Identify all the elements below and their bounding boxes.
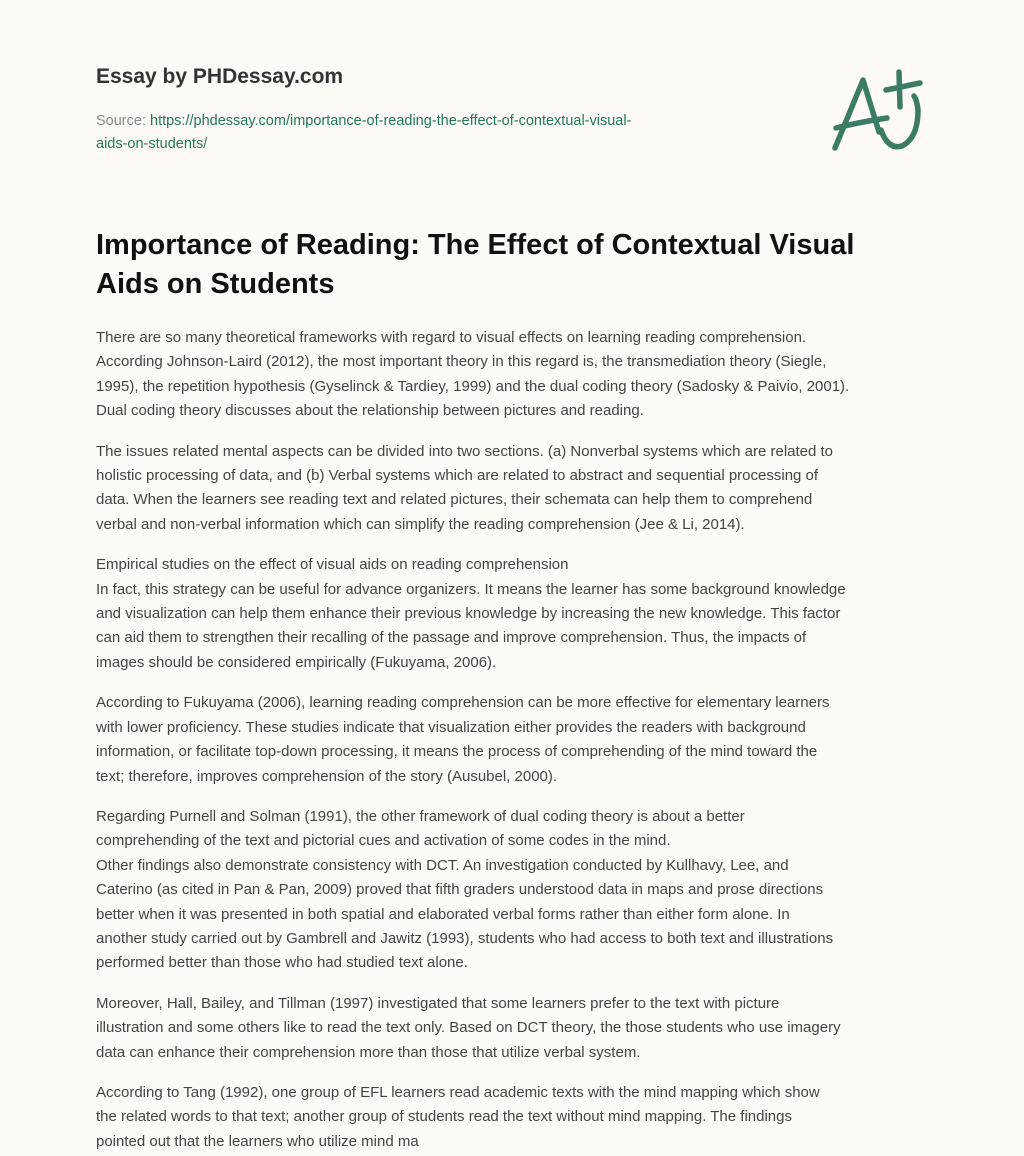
paragraph-line: Other findings also demonstrate consistency with DCT. An investigation conducted by Kullhavy, Lee, and [96,856,789,874]
paragraph-line: verbal and non-verbal information which can simplify the reading comprehension (Jee & Li, 2014). [96,515,745,533]
source-link-line: https://phdessay.com/importance-of-reading-the-effect-of-contextual-visual- [150,113,632,129]
title-line: Aids on Students [96,268,335,300]
paragraph [96,992,946,1065]
paragraph-line: Empirical studies on the effect of visual aids on reading comprehension [96,556,569,574]
paragraph-line: information, or facilitate top-down processing, it means the process of comprehending of the mind toward the [96,743,818,761]
source-link[interactable] [150,113,631,129]
paragraph [96,691,946,789]
paragraph-line: illustration and some others like to read the text only. Based on DCT theory, the those students who use imagery [96,1019,841,1037]
paragraph-line: Dual coding theory discusses about the relationship between pictures and reading. [96,402,644,420]
paragraph-line: Caterino (as cited in Pan & Pan, 2009) proved that fifth graders understood data in maps and prose directions [96,881,824,899]
paragraph [96,553,946,675]
article-title [96,226,946,304]
source-label: Source: [96,113,150,129]
source-line [96,110,816,156]
paragraph-line: According Johnson-Laird (2012), the most important theory in this regard is, the transmediation theory (Siegle, [96,353,827,371]
paragraph-line: holistic processing of data, and (b) Verbal systems which are related to abstract and sequential processing of [96,467,819,485]
paragraph-line: data can enhance their comprehension more than those that utilize verbal system. [96,1043,641,1061]
paragraph-line: 1995), the repetition hypothesis (Gyselinck & Tardiey, 1999) and the dual coding theory (Sadosky & Paivio, 2001). [96,377,850,395]
paragraph [96,326,946,424]
paragraph-line: Regarding Purnell and Solman (1991), the other framework of dual coding theory is about a better [96,807,745,825]
paragraph [96,805,946,976]
paragraph-line: The issues related mental aspects can be divided into two sections. (a) Nonverbal systems which are related to [96,442,834,460]
paragraph-line: pointed out that the learners who utilize mind ma [96,1132,419,1150]
source-first-line [96,110,816,133]
source-second-line [96,133,816,156]
paragraph-line: another study carried out by Gambrell and Jawitz (1993), students who had access to both text and illustrations [96,929,834,947]
paragraph-line: According to Tang (1992), one group of EFL learners read academic texts with the mind mapping which show [96,1083,820,1101]
paragraph-line: comprehending of the text and pictorial cues and activation of some codes in the mind. [96,832,671,850]
paragraph-line: can aid them to strengthen their recalling of the passage and improve comprehension. Thus, the impacts of [96,629,807,647]
paragraph-line: Moreover, Hall, Bailey, and Tillman (1997) investigated that some learners prefer to the text with picture [96,994,780,1012]
site-title: Essay by PHDessay.com [96,65,344,88]
a-plus-logo-icon [815,60,935,170]
paragraph-line: In fact, this strategy can be useful for advance organizers. It means the learner has some background knowledge [96,580,846,598]
paragraph-line: better when it was presented in both spatial and elaborated verbal forms rather than either form alone. In [96,905,790,923]
source-link-continued[interactable] [96,136,207,152]
paragraph-line: There are so many theoretical frameworks with regard to visual effects on learning reading comprehension. [96,329,807,346]
paragraph-line: data. When the learners see reading text and related pictures, their schemata can help them to comprehend [96,491,813,509]
source-link-line: aids-on-students/ [96,136,208,152]
paragraph-line: images should be considered empirically (Fukuyama, 2006). [96,653,497,671]
paragraph-line: According to Fukuyama (2006), learning reading comprehension can be more effective for elementary learners [96,694,830,712]
paragraph [96,1081,946,1154]
title-line: Importance of Reading: The Effect of Contextual Visual [96,229,855,261]
paragraph [96,440,946,538]
article-body [96,326,946,1154]
paragraph-line: and visualization can help them enhance their previous knowledge by increasing the new knowledge. This factor [96,605,841,623]
paragraph-line: text; therefore, improves comprehension of the story (Ausubel, 2000). [96,767,558,785]
paragraph-line: the related words to that text; another group of students read the text without mind mapping. The findings [96,1108,792,1126]
paragraph-line: performed better than those who had studied text alone. [96,954,468,972]
paragraph-line: with lower proficiency. These studies indicate that visualization either provides the readers with background [96,718,806,736]
